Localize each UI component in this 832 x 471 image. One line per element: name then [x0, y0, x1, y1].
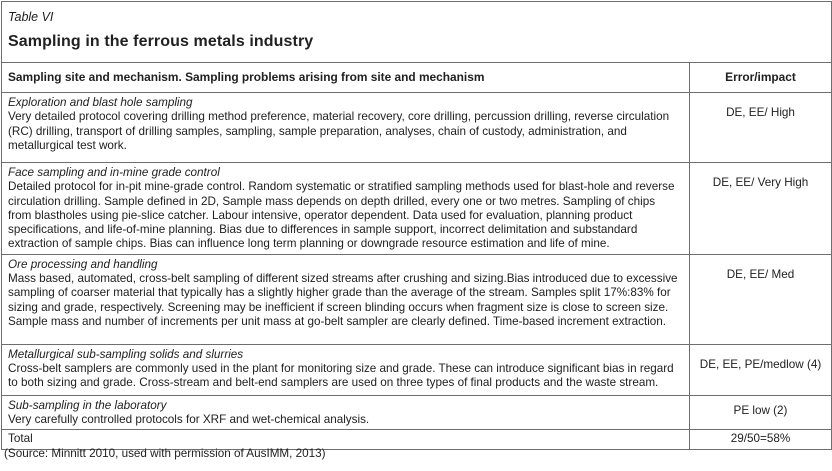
title-block	[2, 2, 831, 62]
table-label: Table VI	[8, 10, 54, 24]
table-row	[2, 254, 831, 344]
row-topic-heading: Metallurgical sub-sampling solids and slurries	[8, 347, 244, 361]
row-error-value: DE, EE/ Very High	[689, 163, 831, 254]
row-error-value: DE, EE/ High	[689, 93, 831, 162]
column-header-error: Error/impact	[689, 63, 831, 92]
table-row	[2, 162, 831, 254]
row-description: Very carefully controlled protocols for XRF and wet-chemical analysis.	[8, 413, 370, 427]
row-topic-heading: Ore processing and handling	[8, 257, 158, 271]
source-note: (Source: Minnitt 2010, used with permission of AusIMM, 2013)	[4, 447, 326, 460]
page-title: Sampling in the ferrous metals industry	[8, 33, 314, 50]
total-value: 29/50=58%	[689, 430, 831, 448]
total-row	[2, 429, 831, 448]
header-row	[2, 62, 831, 92]
column-header-description: Sampling site and mechanism. Sampling problems arising from site and mechanism	[8, 70, 485, 85]
row-error-value: DE, EE/ Med	[689, 255, 831, 344]
table	[1, 1, 832, 450]
row-error-value: PE low (2)	[689, 396, 831, 430]
row-topic-heading: Sub-sampling in the laboratory	[8, 398, 167, 412]
row-description: Mass based, automated, cross-belt sampling of different sized streams after crushing and sizing.Bias introduced due to excessive sampling of coarser material that typically has a slightly higher grade than the average of the stream. Samples split 17%:83% for sizing and grade, respectively. Screening may be inefficient if screen blinding occurs when fragment size is close to screen size. Sample mass and number of increments per unit mass at go-belt sampler are clearly defined. Time-based increment extraction.	[8, 272, 678, 328]
row-description: Very detailed protocol covering drilling method preference, material recovery, core drilling, percussion drilling, reverse circulation (RC) drilling, transport of drilling samples, sampling, sample preparation, analyses, chain of custody, administration, and metallurgical test work.	[8, 110, 670, 152]
total-label: Total	[8, 432, 33, 446]
table-row	[2, 92, 831, 162]
table-row	[2, 395, 831, 430]
table-row	[2, 344, 831, 395]
row-topic-heading: Exploration and blast hole sampling	[8, 96, 193, 109]
row-description: Cross-belt samplers are commonly used in the plant for monitoring size and grade. These can introduce significant bias in regard to both sizing and grade. Cross-stream and belt-end samplers are used on three types of final products and the waste stream.	[8, 362, 674, 390]
row-error-value: DE, EE, PE/medlow (4)	[689, 345, 831, 395]
row-topic-heading: Face sampling and in-mine grade control	[8, 166, 220, 179]
row-description: Detailed protocol for in-pit mine-grade control. Random systematic or stratified sampling methods used for blast-hole and reverse circulation drilling. Sample defined in 2D, Sample mass depends on depth drilled, every one or two metres. Sampling of chips from blastholes using pie-slice catcher. Labour intensive, operator dependent. Data used for evaluation, planning product specifications, and life-of-mine planning. Bias due to differences in sample support, incorrect delimitation and substandard extraction of sample chips. Bias can influence long term planning or downgrade resource estimation and life of mine.	[8, 180, 675, 251]
